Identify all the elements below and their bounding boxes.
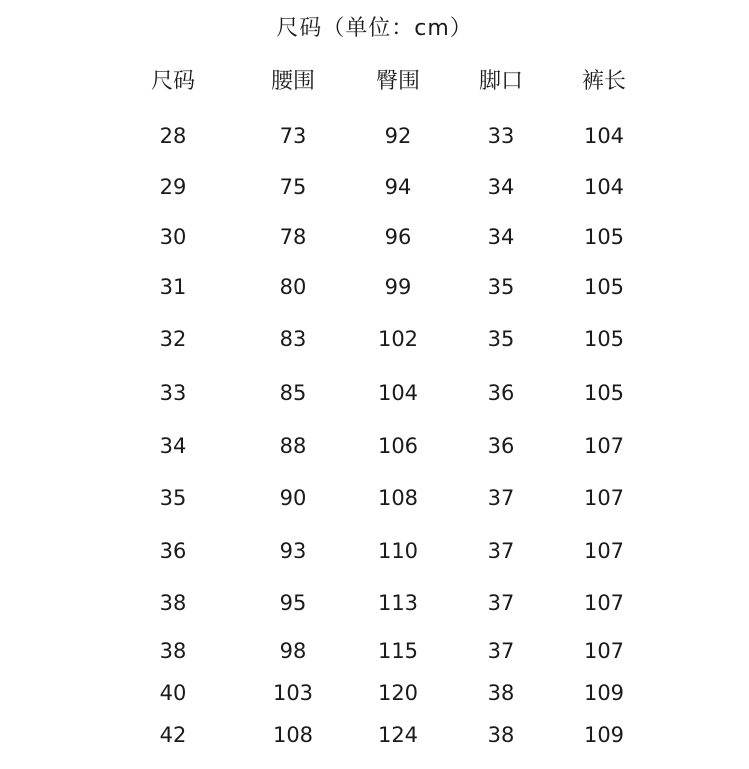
cell-size: 40 xyxy=(159,681,187,705)
cell-hip: 110 xyxy=(377,539,419,563)
cell-leg-opening: 37 xyxy=(487,639,515,663)
cell-leg-opening: 35 xyxy=(487,327,515,351)
cell-size: 38 xyxy=(159,639,187,663)
cell-waist: 85 xyxy=(279,381,307,405)
cell-size: 42 xyxy=(159,723,187,747)
cell-hip: 96 xyxy=(384,225,412,249)
cell-length: 104 xyxy=(583,124,625,148)
cell-waist: 95 xyxy=(279,591,307,615)
cell-hip: 113 xyxy=(377,591,419,615)
cell-leg-opening: 38 xyxy=(487,681,515,705)
cell-leg-opening: 37 xyxy=(487,539,515,563)
cell-size: 35 xyxy=(159,486,187,510)
cell-waist: 108 xyxy=(272,723,314,747)
cell-length: 107 xyxy=(583,434,625,458)
cell-waist: 103 xyxy=(272,681,314,705)
cell-size: 31 xyxy=(159,275,187,299)
cell-length: 109 xyxy=(583,723,625,747)
cell-leg-opening: 34 xyxy=(487,225,515,249)
cell-hip: 108 xyxy=(377,486,419,510)
size-chart-title: 尺码（单位：cm） xyxy=(276,16,473,41)
cell-length: 105 xyxy=(583,275,625,299)
cell-size: 36 xyxy=(159,539,187,563)
cell-length: 107 xyxy=(583,486,625,510)
cell-length: 105 xyxy=(583,381,625,405)
cell-hip: 94 xyxy=(384,175,412,199)
cell-hip: 115 xyxy=(377,639,419,663)
cell-leg-opening: 37 xyxy=(487,591,515,615)
cell-size: 38 xyxy=(159,591,187,615)
cell-waist: 78 xyxy=(279,225,307,249)
cell-length: 104 xyxy=(583,175,625,199)
cell-hip: 124 xyxy=(377,723,419,747)
cell-leg-opening: 36 xyxy=(487,381,515,405)
cell-length: 107 xyxy=(583,591,625,615)
cell-leg-opening: 33 xyxy=(487,124,515,148)
cell-size: 32 xyxy=(159,327,187,351)
cell-size: 34 xyxy=(159,434,187,458)
column-header-hip: 臀围 xyxy=(375,69,420,94)
cell-hip: 102 xyxy=(377,327,419,351)
cell-hip: 120 xyxy=(377,681,419,705)
cell-waist: 80 xyxy=(279,275,307,299)
cell-size: 28 xyxy=(159,124,187,148)
cell-hip: 106 xyxy=(377,434,419,458)
column-header-waist: 腰围 xyxy=(270,69,315,94)
cell-waist: 73 xyxy=(279,124,307,148)
cell-waist: 98 xyxy=(279,639,307,663)
cell-length: 105 xyxy=(583,327,625,351)
cell-size: 33 xyxy=(159,381,187,405)
cell-length: 109 xyxy=(583,681,625,705)
cell-leg-opening: 35 xyxy=(487,275,515,299)
cell-length: 107 xyxy=(583,639,625,663)
cell-length: 107 xyxy=(583,539,625,563)
cell-waist: 90 xyxy=(279,486,307,510)
cell-waist: 93 xyxy=(279,539,307,563)
column-header-size: 尺码 xyxy=(150,69,195,94)
cell-leg-opening: 36 xyxy=(487,434,515,458)
column-header-length: 裤长 xyxy=(581,69,626,94)
cell-leg-opening: 37 xyxy=(487,486,515,510)
cell-leg-opening: 38 xyxy=(487,723,515,747)
cell-hip: 104 xyxy=(377,381,419,405)
cell-length: 105 xyxy=(583,225,625,249)
cell-size: 29 xyxy=(159,175,187,199)
cell-hip: 99 xyxy=(384,275,412,299)
cell-size: 30 xyxy=(159,225,187,249)
cell-leg-opening: 34 xyxy=(487,175,515,199)
column-header-leg-opening: 脚口 xyxy=(478,69,523,94)
cell-waist: 83 xyxy=(279,327,307,351)
cell-waist: 88 xyxy=(279,434,307,458)
cell-hip: 92 xyxy=(384,124,412,148)
cell-waist: 75 xyxy=(279,175,307,199)
